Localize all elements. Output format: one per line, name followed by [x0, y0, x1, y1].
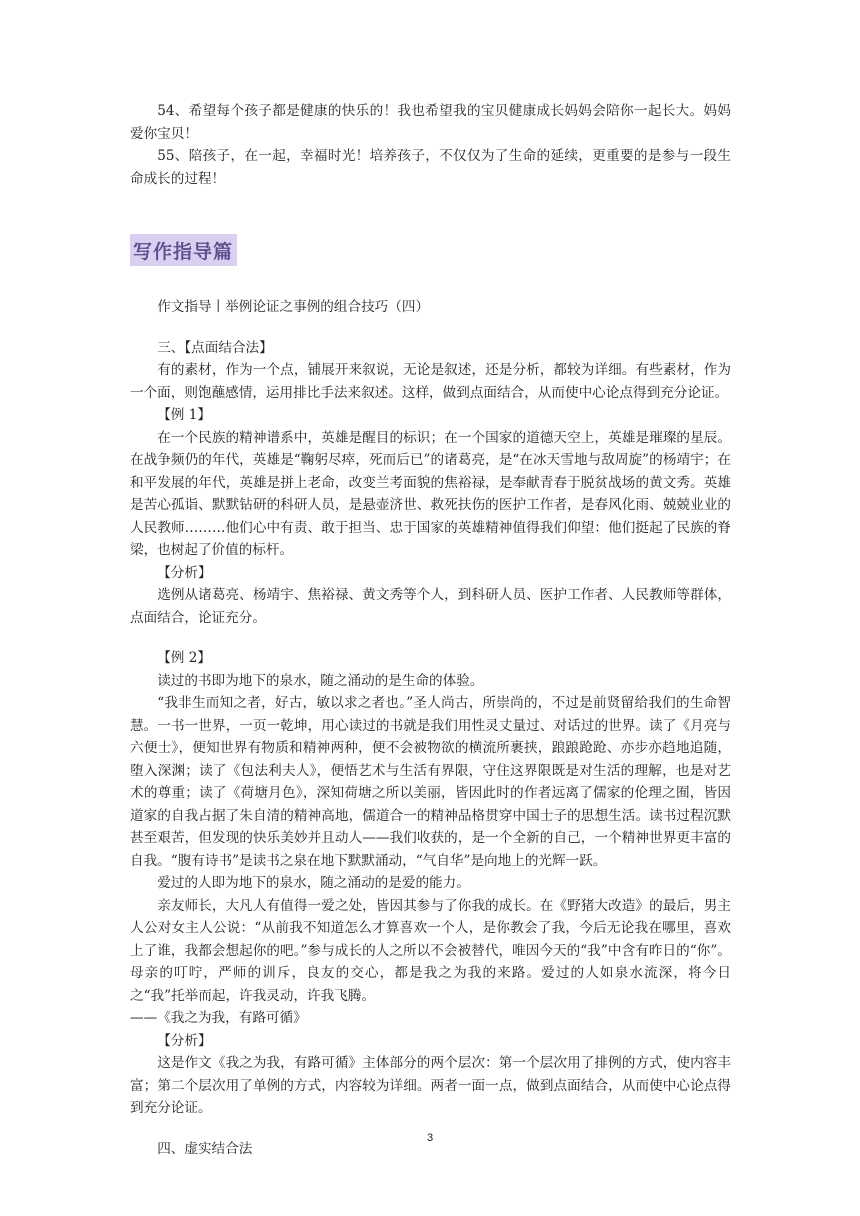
example1-label: 【例 1】: [157, 407, 211, 423]
section-heading-text: 写作指导篇: [130, 234, 237, 266]
part3-intro: 有的素材，作为一个点，铺展开来叙说，无论是叙述，还是分析，都较为详细。有些素材，作为一个面，则饱蘸感情，运用排比手法来叙述。这样，做到点面结合，从而使中心论点得到充分论证。: [130, 362, 731, 401]
example2-source: ——《我之为我，有路可循》: [130, 1010, 307, 1026]
section-heading: [130, 234, 731, 266]
example2-label: 【例 2】: [157, 650, 211, 666]
intro-paragraph-55: 55、陪孩子，在一起，幸福时光！培养孩子，不仅仅为了生命的延续，更重要的是参与一段生命成长的过程！: [130, 148, 731, 187]
part3-heading: 三、【点面结合法】: [157, 339, 273, 356]
article-title: 作文指导丨举例论证之事例的组合技巧（四）: [157, 299, 430, 315]
example2-paragraph: 亲友师长，大凡人有值得一爱之处，皆因其参与了你我的成长。在《野猪大改造》的最后，男主人公对女主人公说：“从前我不知道怎么才算喜欢一个人，是你教会了我，今后无论我在哪里，喜欢上了谁，我都会想起你的吧。”参与成长的人之所以不会被替代，唯因今天的“我”中含有昨日的“你”。母亲的叮咛，严师的训斥，良友的交心，都是我之为我的来路。爱过的人如泉水流深，将今日之“我”托举而起，许我灵动，许我飞腾。: [130, 897, 731, 1004]
example2-paragraph: “我非生而知之者，好古，敏以求之者也。”圣人尚古，所崇尚的，不过是前贤留给我们的生命智慧。一书一世界，一页一乾坤，用心读过的书就是我们用性灵丈量过、对话过的世界。读了《月亮与六便士》，便知世界有物质和精神两种，便不会被物欲的横流所裹挟，踉踉跄跄、亦步亦趋地追随，堕入深渊；读了《包法利夫人》，便悟艺术与生活有界限，守住这界限既是对生活的理解，也是对艺术的尊重；读了《荷塘月色》，深知荷塘之所以美丽，皆因此时的作者远离了儒家的伦理之囿，皆因道家的自我占据了朱自清的精神高地，儒道合一的精神品格贯穿中国士子的思想生活。读书过程沉默甚至艰苦，但发现的快乐美妙并且动人——我们收获的，是一个全新的自己，一个精神世界更丰富的自我。“腹有诗书”是读书之泉在地下默默涌动，“气自华”是向地上的光辉一跃。: [130, 695, 731, 869]
page-number: 3: [426, 1132, 434, 1144]
analysis2-label: 【分析】: [157, 1032, 212, 1049]
analysis1-label: 【分析】: [157, 564, 212, 581]
example2-paragraph: 读过的书即为地下的泉水，随之涌动的是生命的体验。: [157, 672, 484, 689]
part4-heading: 四、虚实结合法: [157, 1140, 253, 1157]
analysis1-text: 选例从诸葛亮、杨靖宇、焦裕禄、黄文秀等个人，到科研人员、医护工作者、人民教师等群体，点面结合，论证充分。: [130, 587, 731, 626]
example1-text: 在一个民族的精神谱系中，英雄是醒目的标识；在一个国家的道德天空上，英雄是璀璨的星辰。在战争频仍的年代，英雄是“鞠躬尽瘁，死而后已”的诸葛亮，是“在冰天雪地与敌周旋”的杨靖宇；在和平发展的年代，英雄是拼上老命，改变兰考面貌的焦裕禄，是奉献青春于脱贫战场的黄文秀。英雄是苦心孤诣、默默钻研的科研人员，是悬壶济世、救死扶伤的医护工作者，是春风化雨、兢兢业业的人民教师………他们心中有责、敢于担当、忠于国家的英雄精神值得我们仰望：他们挺起了民族的脊梁，也树起了价值的标杆。: [130, 429, 731, 558]
analysis2-text: 这是作文《我之为我，有路可循》主体部分的两个层次：第一个层次用了排例的方式，使内容丰富；第二个层次用了单例的方式，内容较为详细。两者一面一点，做到点面结合，从而使中心论点得到充分论证。: [130, 1055, 731, 1116]
example2-paragraph: 爱过的人即为地下的泉水，随之涌动的是爱的能力。: [157, 875, 470, 891]
page-content: [130, 100, 731, 1160]
intro-paragraph-54: 54、希望每个孩子都是健康的快乐的！我也希望我的宝贝健康成长妈妈会陪你一起长大。妈妈爱你宝贝！: [130, 103, 731, 142]
